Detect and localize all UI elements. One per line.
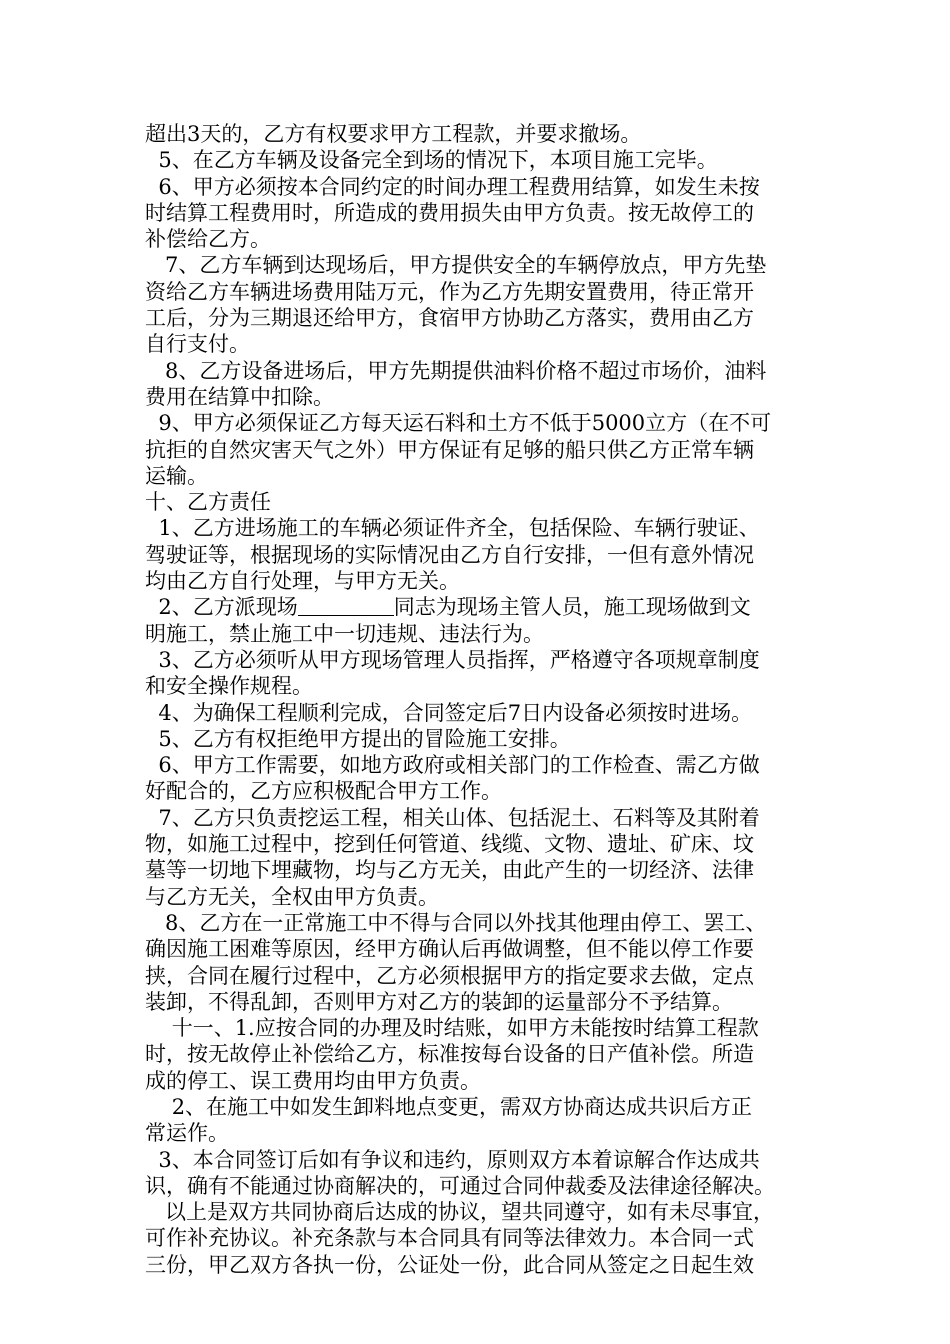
text-line: 成的停工、误工费用均由甲方负责。: [145, 1068, 481, 1093]
text-line: 十、乙方责任: [145, 490, 271, 515]
text-line: 物，如施工过程中，挖到任何管道、线缆、文物、遗址、矿床、坟: [145, 832, 754, 857]
contract-text-part-b: [145, 621, 815, 1278]
line-prefix: 2、乙方派现场: [145, 595, 298, 620]
text-line-staff-assignment: [145, 594, 815, 620]
text-line: 3、本合同签订后如有争议和违约，原则双方本着谅解合作达成共: [145, 1147, 760, 1172]
text-line: 常运作。: [145, 1121, 229, 1146]
text-line: 1、乙方进场施工的车辆必须证件齐全，包括保险、车辆行驶证、: [145, 516, 760, 541]
text-line: 与乙方无关，全权由甲方负责。: [145, 884, 439, 909]
text-line: 6、甲方工作需要，如地方政府或相关部门的工作检查、需乙方做: [145, 753, 760, 778]
text-line: 8、乙方在一正常施工中不得与合同以外找其他理由停工、罢工、: [145, 910, 767, 935]
text-line: 好配合的，乙方应积极配合甲方工作。: [145, 779, 502, 804]
text-line: 时，按无故停止补偿给乙方，标准按每台设备的日产值补偿。所造: [145, 1042, 754, 1067]
text-line: 墓等一切地下埋藏物，均与乙方无关，由此产生的一切经济、法律: [145, 858, 754, 883]
text-line: 驾驶证等，根据现场的实际情况由乙方自行安排，一但有意外情况: [145, 542, 754, 567]
line-suffix: 同志为现场主管人员，施工现场做到文: [393, 595, 751, 620]
blank-field: [298, 597, 394, 616]
text-line: 2、在施工中如发生卸料地点变更，需双方协商达成共识后方正: [145, 1094, 753, 1119]
text-line: 和安全操作规程。: [145, 674, 313, 699]
document-body: [145, 121, 815, 1278]
text-line: 5、在乙方车辆及设备完全到场的情况下，本项目施工完毕。: [145, 148, 718, 173]
text-line: 费用在结算中扣除。: [145, 384, 334, 409]
text-line: 明施工，禁止施工中一切违规、违法行为。: [145, 621, 544, 646]
text-line: 时结算工程费用时，所造成的费用损失由甲方负责。按无故停工的: [145, 200, 754, 225]
text-line: 抗拒的自然灾害天气之外）甲方保证有足够的船只供乙方正常车辆: [145, 437, 754, 462]
text-line: 5、乙方有权拒绝甲方提出的冒险施工安排。: [145, 726, 571, 751]
text-line: 9、甲方必须保证乙方每天运石料和土方不低于5000立方（在不可: [145, 411, 772, 436]
text-line: 运输。: [145, 463, 208, 488]
contract-text-part-a: [145, 121, 815, 594]
text-line: 可作补充协议。补充条款与本合同具有同等法律效力。本合同一式: [145, 1226, 754, 1251]
text-line: 超出3天的，乙方有权要求甲方工程款，并要求撤场。: [145, 122, 642, 146]
text-line: 4、为确保工程顺利完成，合同签定后7日内设备必须按时进场。: [145, 700, 753, 725]
text-line: 以上是双方共同协商后达成的协议，望共同遵守，如有未尽事宜，: [145, 1200, 775, 1225]
text-line: 7、乙方车辆到达现场后，甲方提供安全的车辆停放点，甲方先垫: [145, 253, 767, 278]
text-line: 3、乙方必须听从甲方现场管理人员指挥，严格遵守各项规章制度: [145, 647, 760, 672]
text-line: 装卸，不得乱卸，否则甲方对乙方的装卸的运量部分不予结算。: [145, 989, 733, 1014]
text-line: 确因施工困难等原因，经甲方确认后再做调整，但不能以停工作要: [145, 937, 754, 962]
text-line: 8、乙方设备进场后，甲方先期提供油料价格不超过市场价，油料: [145, 358, 767, 383]
text-line: 均由乙方自行处理，与甲方无关。: [145, 569, 460, 594]
text-line: 工后，分为三期退还给甲方，食宿甲方协助乙方落实，费用由乙方: [145, 306, 754, 331]
text-line: 7、乙方只负责挖运工程，相关山体、包括泥土、石料等及其附着: [145, 805, 760, 830]
text-line: 6、甲方必须按本合同约定的时间办理工程费用结算，如发生未按: [145, 174, 760, 199]
text-line: 识，确有不能通过协商解决的，可通过合同仲裁委及法律途径解决。: [145, 1173, 775, 1198]
text-line: 资给乙方车辆进场费用陆万元，作为乙方先期安置费用，待正常开: [145, 279, 754, 304]
text-line: 挟，合同在履行过程中，乙方必须根据甲方的指定要求去做，定点: [145, 963, 754, 988]
text-line: 三份，甲乙双方各执一份，公证处一份，此合同从签定之日起生效: [145, 1252, 754, 1277]
text-line: 补偿给乙方。: [145, 227, 271, 252]
text-line: 自行支付。: [145, 332, 250, 357]
text-line: 十一、1.应按合同的办理及时结账，如甲方未能按时结算工程款: [145, 1016, 759, 1041]
